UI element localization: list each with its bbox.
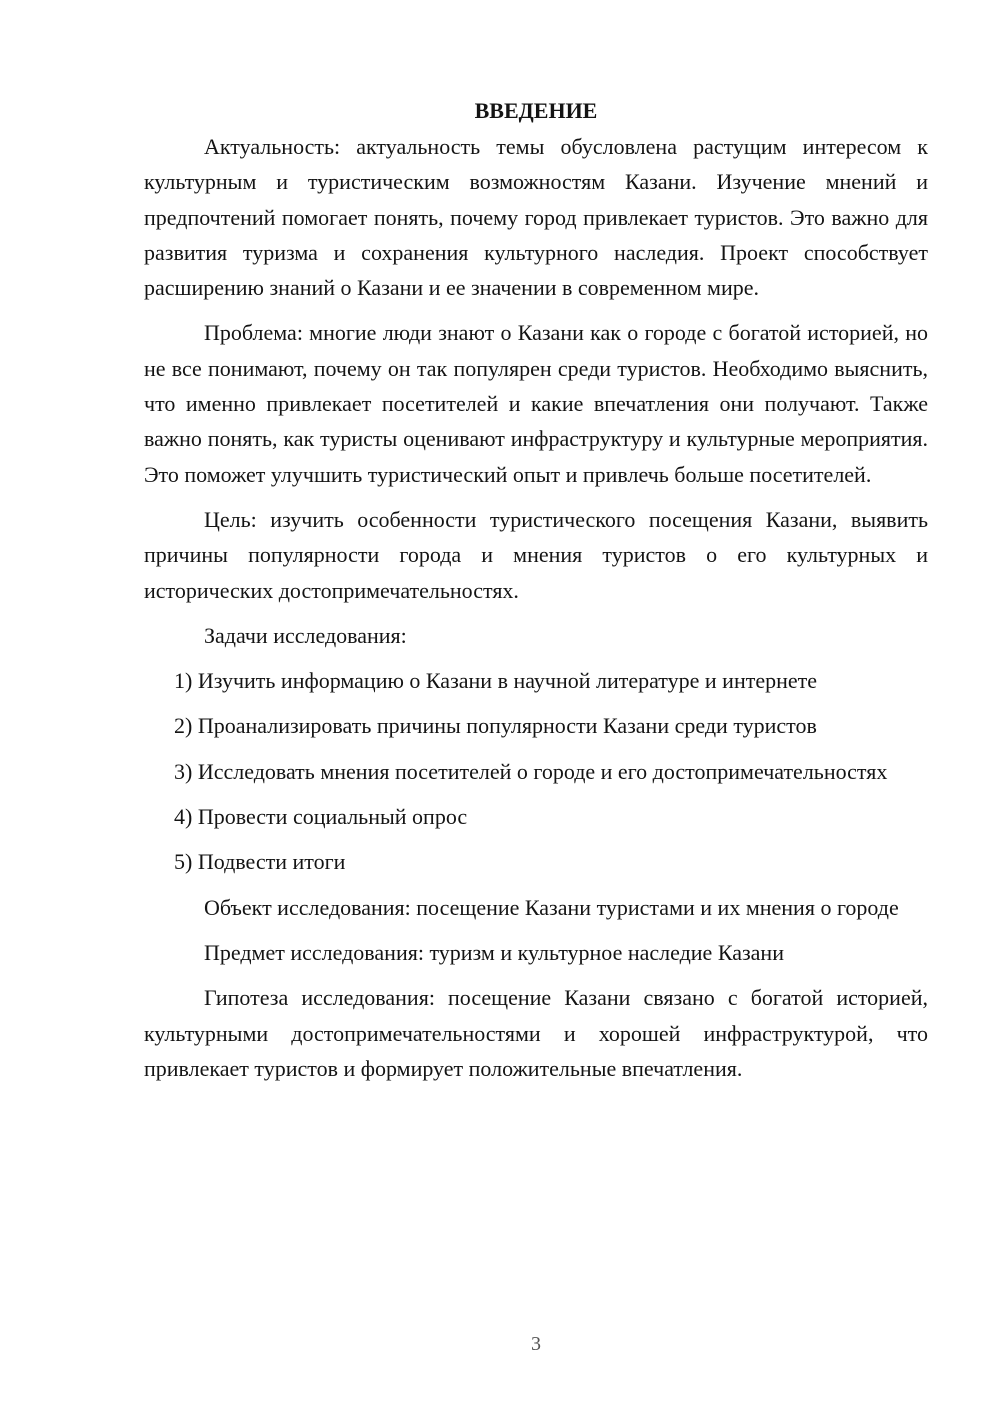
paragraph-tasks-heading: Задачи исследования: [204,622,407,648]
task-item: 5) Подвести итоги [174,849,346,875]
page-content [144,93,928,1096]
paragraph-subject: Предмет исследования: туризм и культурное наследие Казани [204,939,784,965]
task-item: 1) Изучить информацию о Казани в научной литературе и интернете [174,668,818,694]
task-item: 4) Провести социальный опрос [174,804,468,830]
task-item: 3) Исследовать мнения посетителей о городе и его достопримечательностях [174,758,888,784]
paragraph-goal: Цель: изучить особенности туристического посещения Казани, выявить причины популярности города и мнения туристов о его культурных и исторических достопримечательностях. [144,506,928,603]
paragraph-hypothesis: Гипотеза исследования: посещение Казани связано с богатой историей, культурными достопримечательностями и хорошей инфраструктурой, что привлекает туристов и формирует положительные впечатления. [144,985,928,1081]
paragraph-object: Объект исследования: посещение Казани туристами и их мнения о городе [204,894,899,920]
paragraph-relevance: Актуальность: актуальность темы обусловлена растущим интересом к культурным и туристическим возможностям Казани. Изучение мнений и предпочтений помогает понять, почему город привлекает туристов. Это важно для развития туризма и сохранения культурного наследия. Проект способствует расширению знаний о Казани и ее значении в современном мире. [144,134,928,301]
task-item: 2) Проанализировать причины популярности Казани среди туристов [174,713,817,739]
page-number: 3 [531,1333,541,1355]
section-title: ВВЕДЕНИЕ [474,98,598,123]
paragraph-problem: Проблема: многие люди знают о Казани как о городе с богатой историей, но не все понимают, почему он так популярен среди туристов. Необходимо выяснить, что именно привлекает посетителей и какие впечатления они получают. Также важно понять, как туристы оценивают инфраструктуру и культурные мероприятия. Это поможет улучшить туристический опыт и привлечь больше посетителей. [144,320,928,487]
